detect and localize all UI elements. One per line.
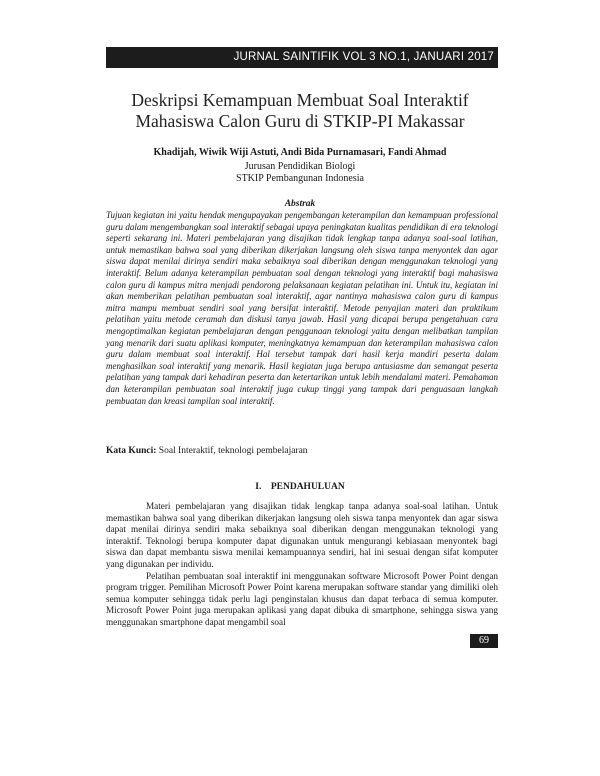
page-number: 69 (470, 634, 498, 648)
body-text (106, 501, 498, 629)
affiliation-dept: Jurusan Pendidikan Biologi (244, 161, 356, 172)
keywords-label: Kata Kunci: (106, 446, 157, 456)
journal-header: JURNAL SAINTIFIK VOL 3 NO.1, JANUARI 2017 (106, 47, 498, 68)
keywords-value: Soal Interaktif, teknologi pembelajaran (158, 446, 308, 456)
abstract-heading: Abstrak (284, 199, 316, 209)
section-heading: I. PENDAHULUAN (255, 482, 345, 492)
affiliation (100, 161, 500, 185)
abstract-text: Tujuan kegiatan ini yaitu hendak mengupayakan pengembangan keterampilan dan kemampuan professional guru dalam mengembangkan soal interaktif sebagai upaya peningkatan kualitas pendidikan di era teknologi seperti sekarang ini. Materi pembelajaran yang disajikan tidak lengkap tanpa adanya soal-soal latihan, untuk memastikan bahwa soal yang diberikan dikerjakan langsung oleh siswa tanpa menyontek dan agar siswa dapat menilai dirinya sendiri maka sebaiknya soal diberikan dengan menggunakan teknologi yang interaktif. Belum adanya keterampilan pembuatan soal dengan teknologi yang interaktif bagi mahasiswa calon guru di kampus mitra menjadi pendorong pelaksanaan kegiatan pelatihan ini. Untuk itu, kegiatan ini akan memberikan pelatihan pembuatan soal interaktif, agar nantinya mahasiswa calon guru di kampus mitra mampu membuat sendiri soal yang bersifat interaktif. Metode penyajian materi dan praktikum pelatihan yaitu metode ceramah dan diskusi tanya jawab. Hasil yang dicapai berupa pengetahuan cara mengoptimalkan kegiatan pembelajaran dengan penggunaan teknologi yaitu dengan melibatkan tampilan yang menarik dari suatu aplikasi komputer, meningkatnya kemampuan dan keterampilan mahasiswa calon guru dalam membuat soal interaktif. Hal tersebut tampak dari hasil kerja mandiri peserta dalam menghasilkan soal interaktif yang menarik. Hasil kegiatan juga berupa antusiasme dan semangat peserta pelatihan yang tampak dari kehadiran peserta dan ketertarikan untuk lebih mendalami materi. Pemahaman dan keterampilan pembuatan soal interaktif juga cukup tinggi yang tampak dari penguasaan langkah pembuatan dan kreasi tampilan soal interaktif. (106, 210, 498, 406)
keywords (106, 446, 498, 456)
paragraph-1: Materi pembelajaran yang disajikan tidak lengkap tanpa adanya soal-soal latihan. Untuk memastikan bahwa soal yang diberikan dikerjakan langsung oleh siswa tanpa menyontek dan agar siswa dapat menilai dirinya sendiri maka sebaiknya soal diberikan dengan menggunakan teknologi yang interaktif. Teknologi berupa komputer dapat digunakan untuk mengurangi kebiasaan menyontek bagi siswa dan dapat membantu siswa menilai kemampuannya sendiri, hal ini sesuai dengan sifat komputer yang digunakan per individu. (106, 501, 498, 569)
paragraph-2: Pelatihan pembuatan soal interaktif ini menggunakan software Microsoft Power Point dengan program trigger. Pemilihan Microsoft Power Point karena merupakan software standar yang dimiliki oleh semua komputer sehingga tidak perlu lagi penginstalan khusus dan dapat terbaca di semua komputer. Microsoft Power Point juga merupakan aplikasi yang dapat dibuka di smartphone, sehingga siswa yang menggunakan smartphone dapat mengambil soal (106, 570, 498, 627)
authors: Khadijah, Wiwik Wiji Astuti, Andi Bida Purnamasari, Fandi Ahmad (153, 147, 447, 158)
title-line-1: Deskripsi Kemampuan Membuat Soal Interaktif (131, 90, 469, 110)
title-line-2: Mahasiswa Calon Guru di STKIP-PI Makassar (135, 111, 465, 131)
paper-title (100, 90, 500, 132)
affiliation-inst: STKIP Pembangunan Indonesia (236, 173, 364, 184)
